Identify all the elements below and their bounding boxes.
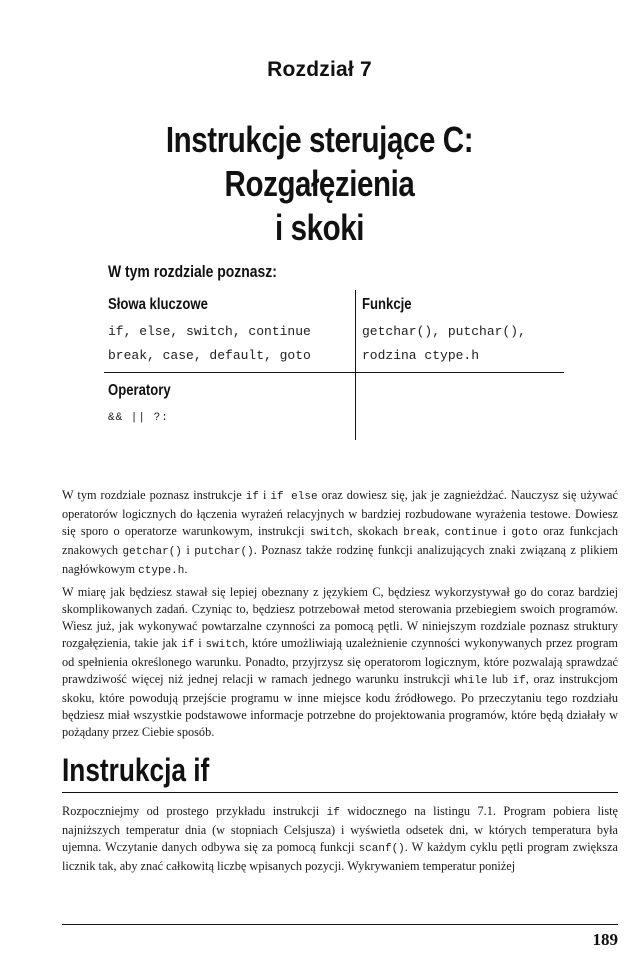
- operators-title: Operatory: [108, 382, 171, 399]
- functions-line-2: rodzina ctype.h: [362, 348, 480, 363]
- keywords-title: Słowa kluczowe: [108, 296, 208, 313]
- inline-code: if: [245, 491, 259, 503]
- inline-code: continue: [444, 527, 498, 539]
- box-row-divider: [104, 372, 564, 373]
- summary-box-heading: W tym rozdziale poznasz:: [108, 262, 277, 281]
- section-paragraph-1: Rozpoczniejmy od prostego przykładu instrukcji if widocznego na listingu 7.1. Program pobiera listę najniższych temperatur dnia (w stopniach Celsjusza) i wyświetla odsetek dni, w których temperatura była ujemna. Wczytanie danych odbywa się za pomocą funkcji scanf(). W każdym cyklu pętli program zwiększa licznik tak, aby znać całkowitą liczbę wpisanych pozycji. Wykrywaniem temperatur poniżej: [62, 804, 618, 873]
- chapter-label: Rozdział 7: [267, 58, 372, 81]
- inline-code: break: [403, 527, 437, 539]
- inline-code: while: [454, 675, 488, 687]
- page-number: 189: [592, 930, 618, 949]
- intro-paragraph-1: W tym rozdziale poznasz instrukcje if i if else oraz dowiesz się, jak je zagnieżdżać. Nauczysz się używać operatorów logicznych do łączenia wyrażeń relacyjnych w bardziej rozbudowane wyrażenia testowe. Dowiesz się sporo o operatorze warunkowym, instrukcji switch, skokach break, continue i goto oraz funkcjach znakowych getchar() i putchar(). Poznasz także rodzinę funkcji analizujących znaki związaną z plikiem nagłówkowym ctype.h.: [62, 488, 618, 577]
- inline-code: if: [181, 639, 195, 651]
- keywords-line-1: if, else, switch, continue: [108, 324, 311, 339]
- inline-code: if: [326, 807, 340, 819]
- chapter-title-line-2: i skoki: [274, 207, 365, 248]
- box-column-divider: [355, 290, 356, 440]
- section-title: Instrukcja if: [62, 752, 210, 788]
- inline-code: if else: [270, 491, 318, 503]
- functions-title: Funkcje: [362, 296, 412, 313]
- inline-code: getchar(): [122, 546, 182, 558]
- inline-code: switch: [205, 639, 246, 651]
- inline-code: scanf(): [358, 843, 405, 855]
- footer-rule: [62, 924, 618, 925]
- inline-code: switch: [309, 527, 350, 539]
- inline-code: if: [512, 675, 526, 687]
- functions-line-1: getchar(), putchar(),: [362, 324, 526, 339]
- operators-line-1: && || ?:: [108, 412, 169, 424]
- inline-code: putchar(): [194, 546, 254, 558]
- inline-code: goto: [511, 527, 538, 539]
- section-title-rule: [62, 792, 618, 793]
- chapter-title-line-1: Instrukcje sterujące C: Rozgałęzienia: [165, 119, 474, 204]
- keywords-line-2: break, case, default, goto: [108, 348, 311, 363]
- inline-code: ctype.h: [138, 565, 185, 577]
- intro-paragraph-2: W miarę jak będziesz stawał się lepiej obeznany z językiem C, będziesz wykorzystywał go do coraz bardziej skomplikowanych zadań. Czyniąc to, będziesz potrzebował metod sterowania przebiegiem swoich programów. Wiesz już, jak wykonywać powtarzalne czynności za pomocą pętli. W niniejszym rozdziale poznasz struktury rozgałęzienia, takie jak if i switch, które umożliwiają uzależnienie czynności wykonywanych przez program od spełnienia określonego warunku. Ponadto, przyjrzysz się operatorom logicznym, które pozwalają sprawdzać prawdziwość więcej niż jednej relacji w ramach jednego warunku instrukcji while lub if, oraz instrukcjom skoku, które powodują przejście programu w inne miejsce kodu źródłowego. Po przeczytaniu tego rozdziału będziesz miał wszystkie podstawowe informacje potrzebne do projektowania programów, które będą działały w pożądany przez Ciebie sposób.: [62, 585, 618, 739]
- chapter-title: [90, 118, 548, 250]
